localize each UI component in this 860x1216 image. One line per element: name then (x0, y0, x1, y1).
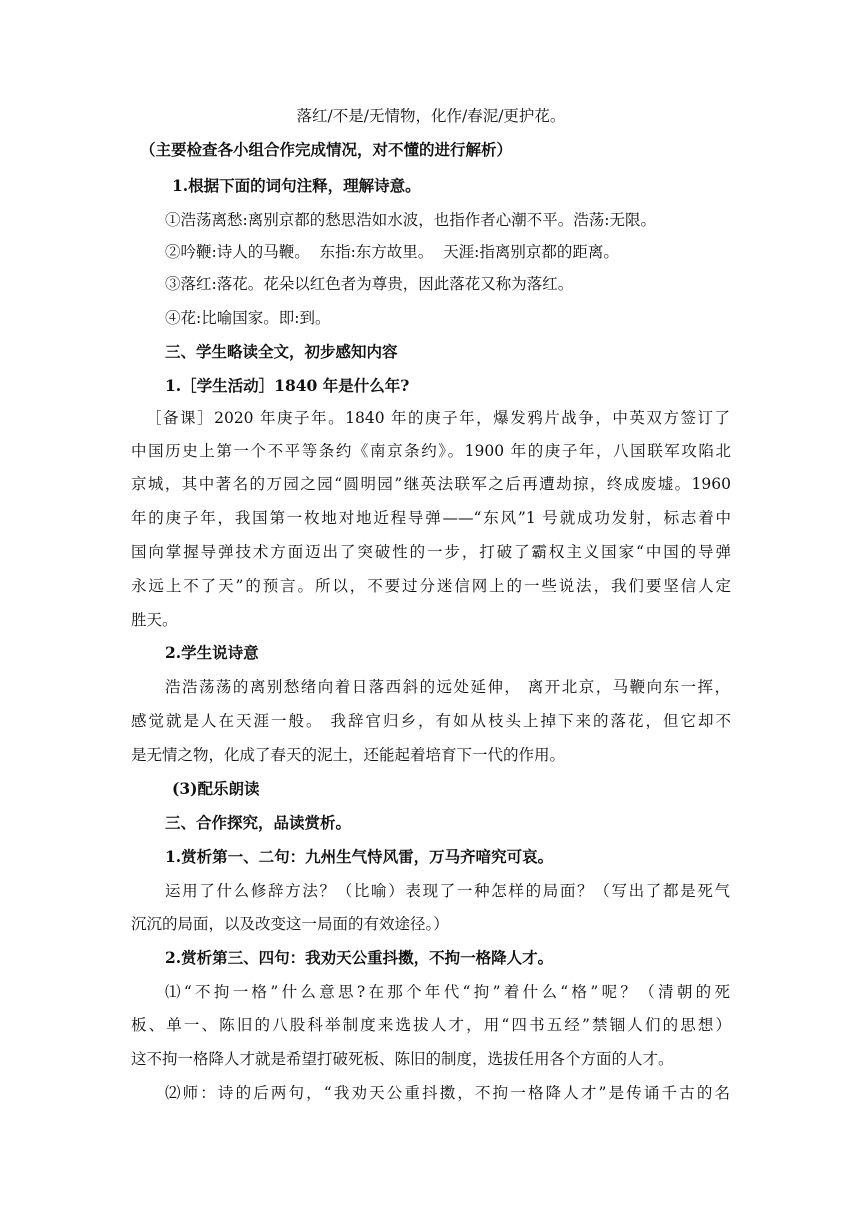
note-4: ④花:比喻国家。即:到。 (165, 309, 331, 327)
music-reading: (3)配乐朗读 (172, 779, 260, 798)
backup-line: 永远上不了天”的预言。所以，不要过分迷信网上的一些说法，我们要坚信人定 (131, 577, 731, 595)
note-3: ③落红:落花。花朵以红色者为尊贵，因此落花又称为落红。 (165, 275, 574, 293)
analysis1-line: 沉沉的局面，以及改变这一局面的有效途径。） (131, 915, 449, 933)
activity-heading: 1.［学生活动］1840 年是什么年? (165, 376, 410, 395)
check-note: （主要检查各小组合作完成情况，对不懂的进行解析） (140, 140, 513, 159)
teacher-line: ⑵师：诗的后两句，“我劝天公重抖擞，不拘一格降人才”是传诵千古的名 (165, 1084, 730, 1102)
poem-meaning-heading: 2.学生说诗意 (165, 643, 259, 662)
analysis1-heading: 1.赏析第一、二句：九州生气恃风雷，万马齐喑究可哀。 (165, 847, 554, 866)
meaning-line: 感觉就是人在天涯一般。 我辞官归乡，有如从枝头上掉下来的落花，但它却不 (131, 712, 731, 730)
section3-heading: 三、学生略读全文，初步感知内容 (165, 342, 398, 361)
analysis2-heading: 2.赏析第三、四句：我劝天公重抖擞，不拘一格降人才。 (165, 948, 554, 967)
analysis2-line: ⑴“不拘一格”什么意思?在那个年代“拘”着什么“格”呢？（清朝的死 (165, 983, 730, 1001)
meaning-line: 是无情之物，化成了春天的泥土，还能起着培育下一代的作用。 (131, 746, 566, 764)
backup-line: 年的庚子年，我国第一枚地对地近程导弹——“东风”1 号就成功发射，标志着中 (131, 509, 731, 527)
task1-heading: 1.根据下面的词句注释，理解诗意。 (172, 176, 421, 195)
analysis2-line: 这不拘一格降人才就是希望打破死板、陈旧的制度，选拔任用各个方面的人才。 (131, 1050, 674, 1068)
backup-line: 京城，其中著名的万园之园“圆明园”继英法联军之后再遭劫掠，终成废墟。1960 (131, 475, 731, 493)
backup-line: 中国历史上第一个不平等条约《南京条约》。1900 年的庚子年，八国联军攻陷北 (131, 442, 731, 460)
note-1: ①浩荡离愁:离别京都的愁思浩如水波，也指作者心潮不平。浩荡:无限。 (165, 211, 656, 229)
analysis2-line: 板、单一、陈旧的八股科举制度来选拔人才，用“四书五经”禁锢人们的思想） (131, 1016, 731, 1034)
section3b-heading: 三、合作探究，品读赏析。 (165, 813, 352, 832)
backup-line: ［备课］2020 年庚子年。1840 年的庚子年，爆发鸦片战争，中英双方签订了 (146, 409, 730, 427)
backup-line: 胜天。 (131, 611, 178, 629)
backup-line: 国向掌握导弹技术方面迈出了突破性的一步，打破了霸权主义国家“中国的导弹 (131, 543, 731, 561)
note-2: ②吟鞭:诗人的马鞭。 东指:东方故里。 天涯:指离别京都的距离。 (165, 243, 619, 261)
meaning-line: 浩浩荡荡的离别愁绪向着日落西斜的远处延伸， 离开北京，马鞭向东一挥， (165, 678, 730, 696)
analysis1-line: 运用了什么修辞方法？（比喻）表现了一种怎样的局面？（写出了都是死气 (165, 882, 730, 900)
poem-line: 落红/不是/无情物，化作/春泥/更护花。 (296, 107, 566, 125)
